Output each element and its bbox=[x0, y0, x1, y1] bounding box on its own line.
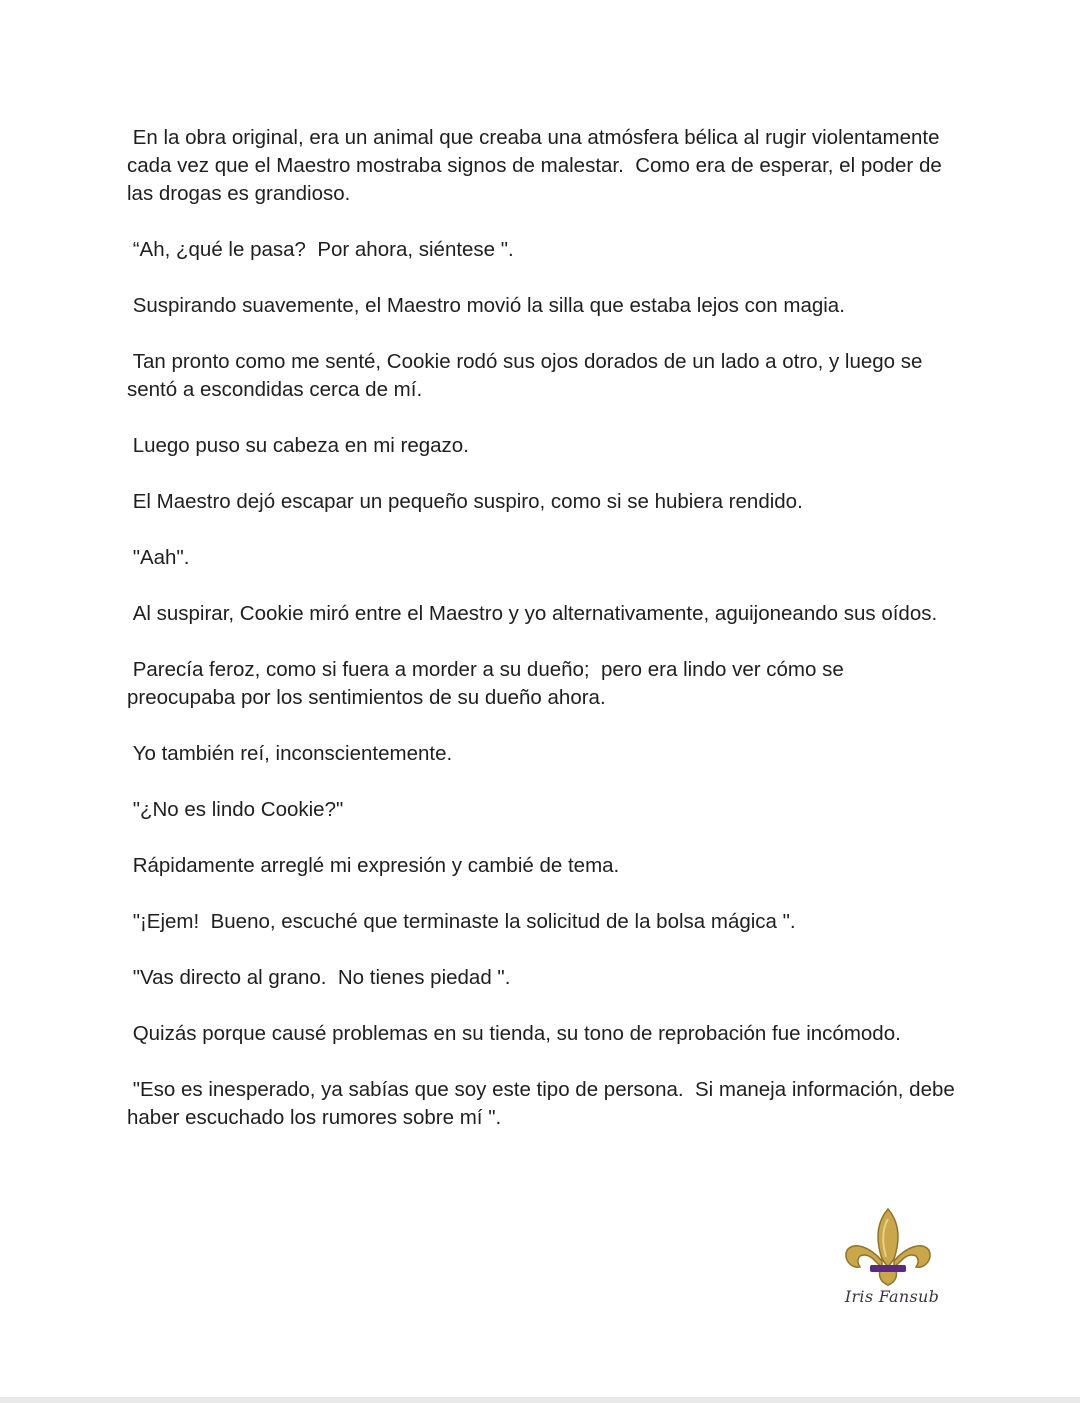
paragraph: “Ah, ¿qué le pasa? Por ahora, siéntese ". bbox=[127, 238, 514, 261]
paragraph: Yo también reí, inconscientemente. bbox=[127, 742, 453, 765]
paragraph: "Vas directo al grano. No tienes piedad ". bbox=[127, 966, 511, 989]
watermark-logo bbox=[842, 1205, 942, 1315]
paragraph: "¡Ejem! Bueno, escuché que terminaste la solicitud de la bolsa mágica ". bbox=[127, 910, 796, 933]
paragraph: El Maestro dejó escapar un pequeño suspiro, como si se hubiera rendido. bbox=[127, 490, 803, 513]
page-bottom-edge bbox=[0, 1397, 1080, 1403]
paragraph: Suspirando suavemente, el Maestro movió la silla que estaba lejos con magia. bbox=[127, 294, 845, 317]
paragraph: En la obra original, era un animal que creaba una atmósfera bélica al rugir violentamente cada vez que el Maestro mostraba signos de malestar. Como era de esperar, el poder de las drogas es grandioso. bbox=[127, 126, 948, 205]
document-body bbox=[127, 124, 961, 1160]
paragraph: Al suspirar, Cookie miró entre el Maestro y yo alternativamente, aguijoneando sus oídos. bbox=[127, 602, 938, 625]
paragraph: Quizás porque causé problemas en su tienda, su tono de reprobación fue incómodo. bbox=[127, 1022, 901, 1045]
paragraph: "¿No es lindo Cookie?" bbox=[127, 798, 344, 821]
paragraph: "Eso es inesperado, ya sabías que soy este tipo de persona. Si maneja información, debe haber escuchado los rumores sobre mí ". bbox=[127, 1078, 961, 1129]
paragraph: Rápidamente arreglé mi expresión y cambié de tema. bbox=[127, 854, 620, 877]
fleur-de-lis-icon bbox=[842, 1205, 942, 1287]
paragraph: Luego puso su cabeza en mi regazo. bbox=[127, 434, 469, 457]
watermark-label: Iris Fansub bbox=[844, 1287, 940, 1306]
paragraph: Parecía feroz, como si fuera a morder a su dueño; pero era lindo ver cómo se preocupaba por los sentimientos de su dueño ahora. bbox=[127, 658, 850, 709]
paragraph: "Aah". bbox=[127, 546, 190, 569]
paragraph: Tan pronto como me senté, Cookie rodó sus ojos dorados de un lado a otro, y luego se sentó a escondidas cerca de mí. bbox=[127, 350, 929, 401]
